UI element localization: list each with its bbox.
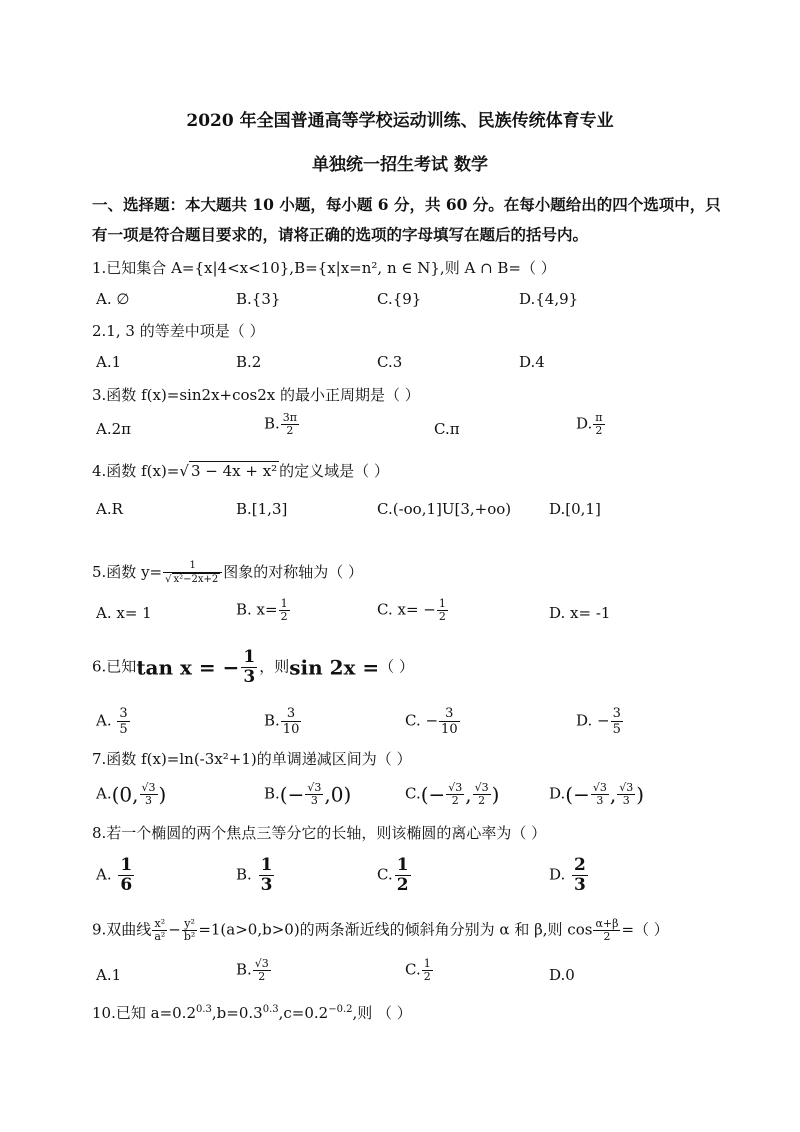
question-8-stem: 8.若一个椭圆的两个焦点三等分它的长轴，则该椭圆的离心率为（ ） [92, 824, 547, 842]
question-1-option-c: C.{9} [377, 290, 422, 308]
exam-title-line2: 单独统一招生考试 数学 [312, 155, 488, 175]
question-7-option-a: A.(0, $\frac{√3}{3}$ ) [96, 781, 167, 807]
radicand: 3 − 4x + x² [190, 462, 278, 480]
question-4-option-b: B.[1,3] [236, 500, 288, 518]
question-8-option-c: C. $\frac{1}{2}$ [377, 855, 409, 895]
question-1-option-d: D.{4,9} [519, 290, 579, 308]
question-7-option-b: B.(− $\frac{√3}{3}$ ,0) [264, 781, 352, 807]
question-8-option-a: A. $\frac{1}{6}$ [96, 855, 133, 895]
question-5-option-a: A. x= 1 [96, 604, 152, 622]
section-heading: 一、选择题：本大题共 10 小题，每小题 6 分，共 60 分。在每小题给出的四个选项中，只有一项是符合题目要求的，请将正确的选项的字母填写在题后的括号内。 [92, 195, 721, 244]
question-2-option-c: C.3 [377, 353, 403, 371]
question-2-option-a: A.1 [96, 353, 122, 371]
question-1-option-b: B.{3} [236, 290, 281, 308]
question-6-option-a: A. $\frac{3}{5}$ [96, 706, 128, 737]
question-4-stem: 4.函数 f(x)=√ 3 − 4x + x² 的定义域是（ ） [92, 462, 389, 480]
question-4-option-a: A.R [96, 500, 123, 518]
question-8-option-b: B. $\frac{1}{3}$ [236, 855, 273, 895]
question-8-option-d: D. $\frac{2}{3}$ [549, 855, 586, 895]
question-10-stem: 10.已知 $a=0.2^{0.3},b=0.3^{0.3},c=0.2^{-0.2}$,则 （ ） [92, 1004, 412, 1022]
question-5-option-b: B. x= $\frac{1}{2}$ [236, 597, 288, 623]
question-7-stem: 7.函数 f(x)=ln(-3x²+1)的单调递减区间为（ ） [92, 750, 412, 768]
question-2-option-d: D.4 [519, 353, 545, 371]
question-9-option-c: C. $\frac{1}{2}$ [405, 957, 431, 983]
question-5-stem: 5.函数 y= $\frac{1}{\text{√ x²−2x+2}}$ 图象的对称轴为（ ） [92, 560, 364, 585]
exam-title-line1: 2020 年全国普通高等学校运动训练、民族传统体育专业 [186, 111, 614, 131]
question-3-option-c: C.π [434, 420, 460, 438]
question-6-option-d: D. − $\frac{3}{5}$ [576, 706, 621, 737]
question-7-option-c: C.(− $\frac{√3}{2}$ , $\frac{√3}{2}$ ) [405, 781, 500, 807]
question-1-option-a: A. ∅ [96, 290, 130, 308]
question-4-option-d: D.[0,1] [549, 500, 601, 518]
question-3-stem: 3.函数 f(x)=sin2x+cos2x 的最小正周期是（ ） [92, 386, 420, 404]
question-3-option-b: B. $\frac{3\pi}{2}$ [264, 411, 298, 437]
question-2-stem: 2.1, 3 的等差中项是（ ） [92, 322, 265, 340]
question-9-option-b: B. $\frac{√3}{2}$ [236, 957, 269, 983]
question-5-option-d: D. x= -1 [549, 604, 611, 622]
question-4-option-c: C.(-oo,1]U[3,+oo) [377, 500, 512, 518]
question-6-option-c: C. − $\frac{3}{10}$ [405, 706, 458, 737]
question-9-option-a: A.1 [96, 966, 122, 984]
question-1-stem: 1.已知集合 A={x|4<x<10},B={x|x=n², n ∈ N},则 A ∩ B=（ ） [92, 259, 556, 277]
question-3-option-a: A.2π [96, 420, 132, 438]
question-5-option-c: C. x= − $\frac{1}{2}$ [377, 597, 446, 623]
question-3-option-d: D. $\frac{\pi}{2}$ [576, 411, 603, 437]
question-7-option-d: D.(− $\frac{√3}{3}$ , $\frac{√3}{3}$ ) [549, 781, 645, 807]
question-9-option-d: D.0 [549, 966, 575, 984]
question-2-option-b: B.2 [236, 353, 262, 371]
question-6-stem: 6.已知tan x = − $\frac{1}{3}$ ，则sin 2x =（ ） [92, 647, 414, 687]
question-6-option-b: B. $\frac{3}{10}$ [264, 706, 300, 737]
question-9-stem: 9.双曲线 $\frac{\text{x²}}{\text{a²}}$ − $\frac{\text{y²}}{\text{b²}}$ =1(a>0,b>0)的两条渐近线的倾斜角分别为 α 和 β,则 cos $\frac{\alpha+\beta}{2}$ =（ ） [92, 917, 669, 943]
